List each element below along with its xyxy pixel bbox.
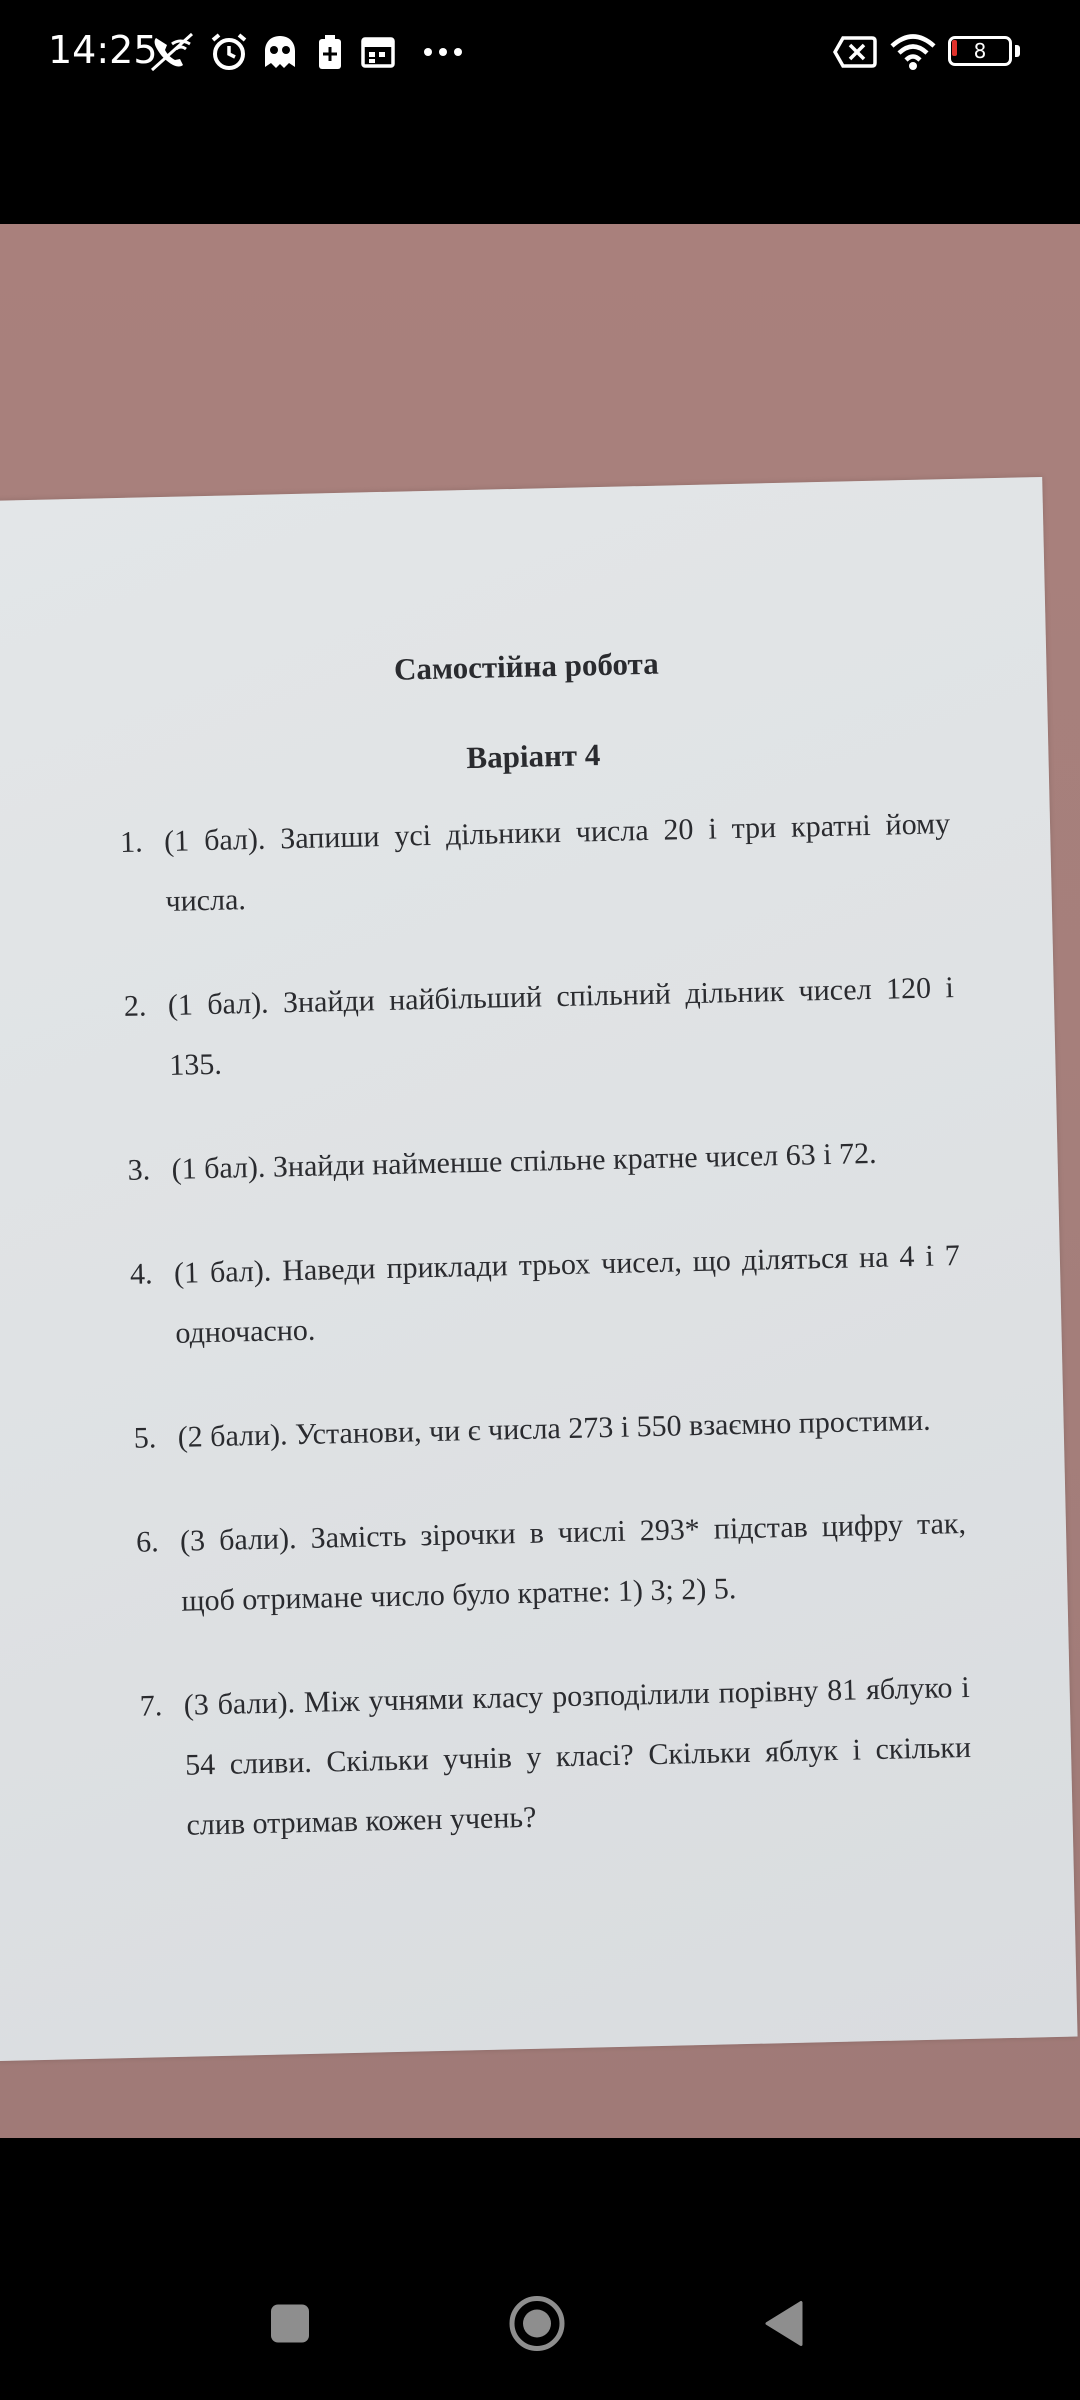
navigation-bar [0, 2138, 1080, 2400]
clock: 14:25 [48, 28, 158, 72]
task-number: 7. [139, 1689, 163, 1723]
document-title: Самостійна робота [393, 645, 660, 687]
task-text: (1 бал). Знайди найменше спільне кратне чисел 63 і 72. [171, 1136, 877, 1186]
task-text: (1 бал). Знайди найбільший спільний дільник чисел 120 і 135. [167, 971, 955, 1082]
task-item [123, 958, 956, 1097]
paper-sheet [0, 477, 1078, 2061]
sim-toolkit-icon [312, 30, 348, 74]
task-number: 1. [119, 825, 144, 859]
task-text: (3 бали). Між учнями класу розподілили порівну 81 яблуко і 54 сливи. Скільки учнів у класі? Скільки яблук і скільки слив отримав кожен учень? [183, 1670, 972, 1842]
task-number: 3. [127, 1153, 151, 1187]
task-text: (1 бал). Наведи приклади трьох чисел, що діляться на 4 і 7 одночасно. [173, 1239, 961, 1350]
task-text: (3 бали). Замість зірочки в числі 293* підстав цифру так, щоб отримане число було кратне: 1) 3; 2) 5. [179, 1506, 967, 1618]
task-item [120, 794, 953, 933]
status-bar [0, 0, 1080, 110]
calendar-icon [358, 30, 398, 74]
task-number: 2. [123, 989, 147, 1023]
task-text: (2 бали). Установи, чи є числа 273 і 550 взаємно простими. [177, 1403, 931, 1454]
back-triangle-icon[interactable] [763, 2300, 805, 2353]
wifi-icon [888, 30, 938, 74]
call-wifi-off-icon [146, 30, 196, 74]
task-text: (1 бал). Запиши усі дільники числа 20 і три кратні йому числа. [163, 807, 951, 918]
task-item [139, 1658, 973, 1857]
photo-viewer[interactable] [0, 224, 1080, 2138]
sim-error-icon [832, 30, 878, 74]
task-number: 4. [129, 1257, 153, 1291]
alarm-icon [207, 30, 251, 74]
document [0, 477, 1078, 2061]
ghost-icon [258, 30, 302, 74]
task-list [120, 794, 974, 1901]
recents-square-icon[interactable] [268, 2302, 312, 2351]
task-item [129, 1226, 962, 1365]
home-circle-icon[interactable] [508, 2295, 566, 2358]
battery-level: 8 [973, 39, 987, 63]
task-item [133, 1390, 964, 1469]
task-number: 5. [133, 1421, 157, 1455]
task-number: 6. [135, 1525, 159, 1559]
document-variant: Варіант 4 [466, 737, 601, 776]
task-item [127, 1122, 958, 1201]
more-dots-icon [420, 30, 466, 74]
battery-icon [948, 36, 1020, 70]
task-item [135, 1494, 968, 1633]
